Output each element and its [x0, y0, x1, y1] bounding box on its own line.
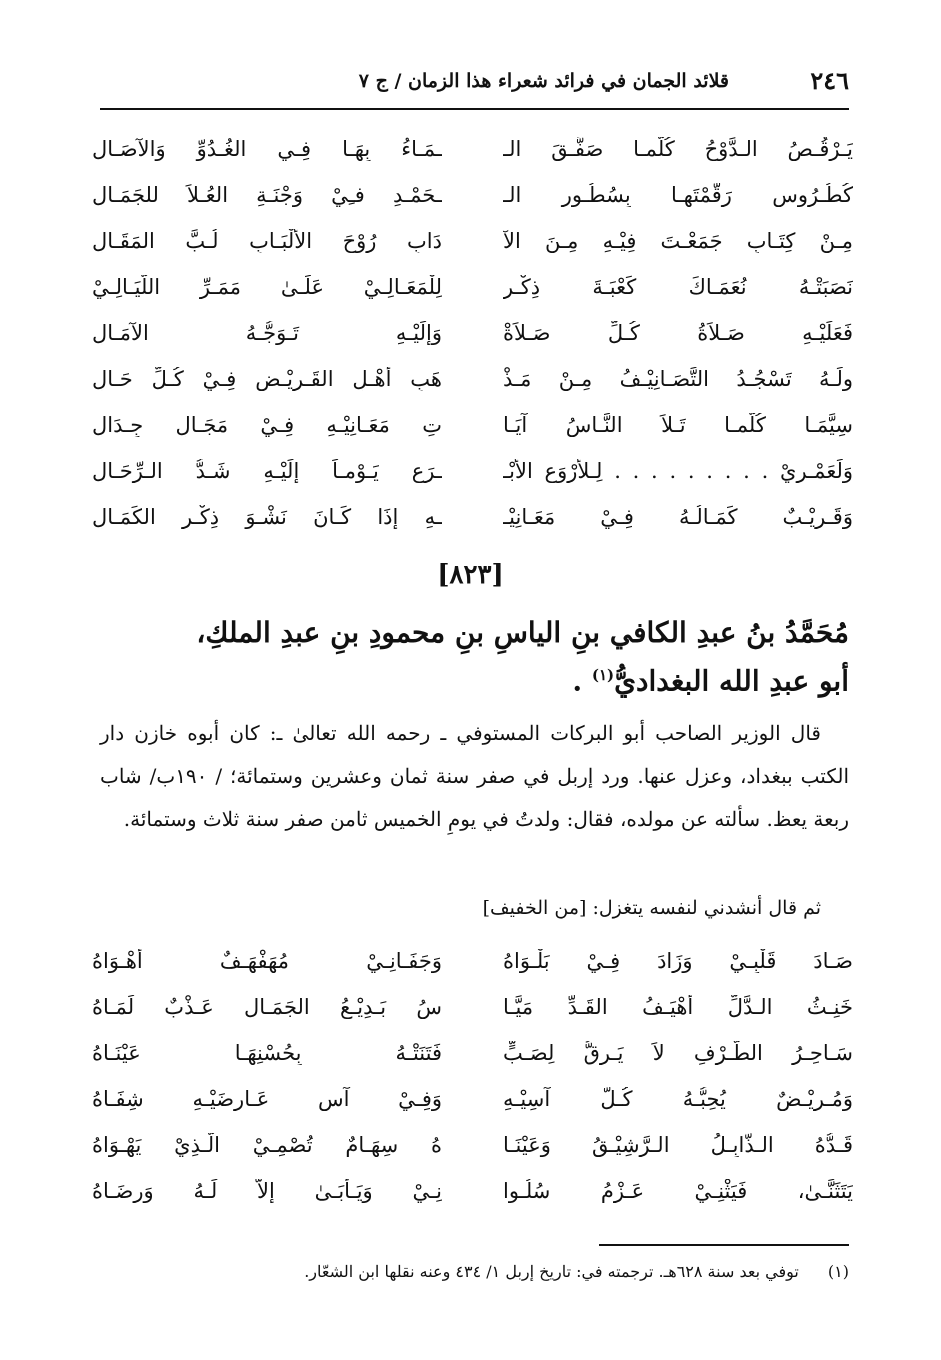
verse-first-hemistich: فَعَلَيْـهِ صَـلاَةُ كُـلِّ صَـلاَةْ [503, 321, 853, 345]
verse-second-hemistich: هَبِ أَهْـلِ القَـرِيْـضِ فِـيْ كُـلِّ حَـالِ [92, 367, 442, 391]
verse-first-hemistich: وَمُـرِيْـضٌ يُحِبُّـهُ كُـلُّ آسِيْـهِ [503, 1087, 853, 1111]
poem-ghazal [92, 938, 853, 1214]
page-header [100, 66, 849, 106]
verse-first-hemistich: يَـرْقُـصُ الـدَّوْحُ كُلَّمـا صَفَّـقَ الـ [503, 137, 853, 161]
page-number: ٢٤٦ [810, 66, 849, 95]
verse-first-hemistich: كُطُـرُوسٍ رَقَّمْتَهـا بِسُطُـورِ الـ [503, 183, 853, 207]
verse-first-hemistich: ولَـهُ تَسْجُـدُ التَّصَـانِيْـفُ مِـنْ مَـذْ [503, 367, 853, 391]
verse-first-hemistich: مِـنْ كِتَـابٍ جَمَعْـتَ فِيْـهِ مِـنَ الآ [503, 229, 853, 253]
verse-line [92, 1122, 853, 1168]
poem-intro: ثم قال أنشدني لنفسه يتغزل: [من الخفيف] [482, 897, 821, 919]
entry-title-period: . [572, 664, 583, 698]
verse-line [92, 356, 853, 402]
verse-first-hemistich: قَـدُّهُ الـذَّابِـلُ الـرَّشِيْـقُ وَعَيْنَـا [503, 1133, 853, 1157]
verse-line [92, 310, 853, 356]
verse-line [92, 448, 853, 494]
verse-first-hemistich: نَصَبَتْـهُ نُعَمَـاكَ كَعْبَـةَ ذِكْـرٍ [503, 275, 853, 299]
verse-first-hemistich: وَلَعَمْـرِيْ . . . . . . . . . لِـلأَرْوَعِ الأَبْـ [503, 459, 853, 483]
verse-second-hemistich: وَفِـيْ آسِ عَـارِضَيْـهِ شِفَـاهُ [92, 1087, 442, 1111]
verse-line [92, 264, 853, 310]
verse-first-hemistich: سَـاحِـرُ الطَّـرْفِ لاَ يَـرِقُّ لِصَـبٍّ [503, 1041, 853, 1065]
footnote [100, 1262, 849, 1281]
verse-second-hemistich: سُ بَـدِيْـعُ الجَمَـالِ عَـذْبٌ لَمَـاهُ [92, 995, 442, 1019]
biography-text [100, 712, 849, 841]
verse-second-hemistich: دَابِ رُوْحَ الأَلْبَـابِ لُـبَّ المَقَـالِ [92, 229, 442, 253]
verse-second-hemistich: تِ مَعَـانِيْـهِ فِـيْ مَجَـالِ جِـدَالِ [92, 413, 442, 437]
running-title: قلائد الجمان في فرائد شعراء هذا الزمان / ج ٧ [358, 70, 729, 92]
footnote-mark: (١) [827, 1262, 849, 1281]
verse-second-hemistich: ـمَـاءُ بِهَـا فِـي الغُـدُوِّ وَالآصَـال [92, 137, 442, 161]
biography-paragraph: قال الوزير الصاحب أبو البركات المستوفي ـ رحمه الله تعالىٰ ـ: كان أبوه خازن دار الكتب ببغداد، وعزل عنها. ورد إربل في صفر سنة ثمان وعشرين وستمائة؛ / ١٩٠ب/ شاب ربعة يعظ. سألته عن مولده، فقال: ولدتُ في يومِ الخميس ثامن صفر سنة ثلاث وستمائة. [100, 721, 850, 831]
entry-number: [٨٢٣] [437, 560, 504, 590]
verse-first-hemistich: خَنِـثُ الـدَّلِّ أَهْيَـفُ القَـدِّ مَيَّـا [503, 995, 853, 1019]
verse-second-hemistich: نِـيْ وَيَـأْبَـىٰ إِلاَّ لَـهُ وَرِضَـاهُ [92, 1179, 442, 1203]
verse-line [92, 172, 853, 218]
verse-line [92, 984, 853, 1030]
verse-second-hemistich: وَجَفَـانِـيْ مُهَفْهَـفٌ أَهْـوَاهُ [92, 949, 442, 973]
verse-line [92, 1168, 853, 1214]
verse-line [92, 218, 853, 264]
verse-second-hemistich: لِلْمَعَـالِـيْ عَلَـىٰ مَمَـرِّ اللَّيَـالِـيْ [92, 275, 442, 299]
verse-second-hemistich: هُ سِهَـامٌ تُصْمِـيْ الَّـذِيْ يَهْـوَاهُ [92, 1133, 442, 1157]
header-rule [100, 108, 849, 110]
entry-title-line [92, 654, 849, 702]
verse-first-hemistich: يَتَثَنَّـىٰ، فَيَثْنِـيْ عَـزْمُ سُلُـوا [503, 1179, 853, 1203]
verse-line [92, 402, 853, 448]
entry-title-line: مُحَمَّدُ بنُ عبدِ الكافي بنِ الياسِ بنِ محمودِ بنِ عبدِ الملكِ، [196, 616, 849, 649]
verse-second-hemistich: ـهِ إِذَا كَـانَ نَشْـوَ ذِكْـرِ الكَمَـالِ [92, 505, 442, 529]
verse-first-hemistich: سِيَّمَـا كُلَّمـا تَـلاَ النَّـاسُ آيَـا [503, 413, 853, 437]
verse-line [92, 1030, 853, 1076]
entry-title [92, 612, 849, 702]
footnote-reference[interactable]: (١) [591, 666, 615, 684]
verse-second-hemistich: ـرَعِ يَـوْمـاً إِلَيْـهِ شَـدُّ الـرِّحَـالِ [92, 459, 442, 483]
verse-first-hemistich: وَقَـرِيْـبٌ كَمَـالُـهُ فِـيْ مَعَـانِيْـ [503, 505, 853, 529]
verse-line [92, 126, 853, 172]
poem-continued [92, 126, 853, 540]
verse-second-hemistich: ـحَمْـدِ فـِيْ وَجْنَـةِ العُـلاَ للجَمَـالِ [92, 183, 442, 207]
footnote-text: توفي بعد سنة ٦٢٨هـ. ترجمته في: تاريخ إربل ١/ ٤٣٤ وعنه نقلها ابن الشعّار. [304, 1262, 799, 1281]
verse-line [92, 1076, 853, 1122]
verse-line [92, 938, 853, 984]
footnote-rule [599, 1244, 849, 1246]
entry-title-kunya: أبو عبدِ الله البغداديُّ [614, 664, 849, 698]
verse-line [92, 494, 853, 540]
verse-second-hemistich: وَإِلَيْـهِ تَـوَجُّـهُ الآمَـالِ [92, 321, 442, 345]
verse-second-hemistich: فَتَنَتْـهُ بِحُسْنِهَـا عَيْنَـاهُ [92, 1041, 442, 1065]
verse-first-hemistich: صَـادَ قَلْبِـيْ وَزَادَ فِـيْ بَلْـوَاهُ [503, 949, 853, 973]
